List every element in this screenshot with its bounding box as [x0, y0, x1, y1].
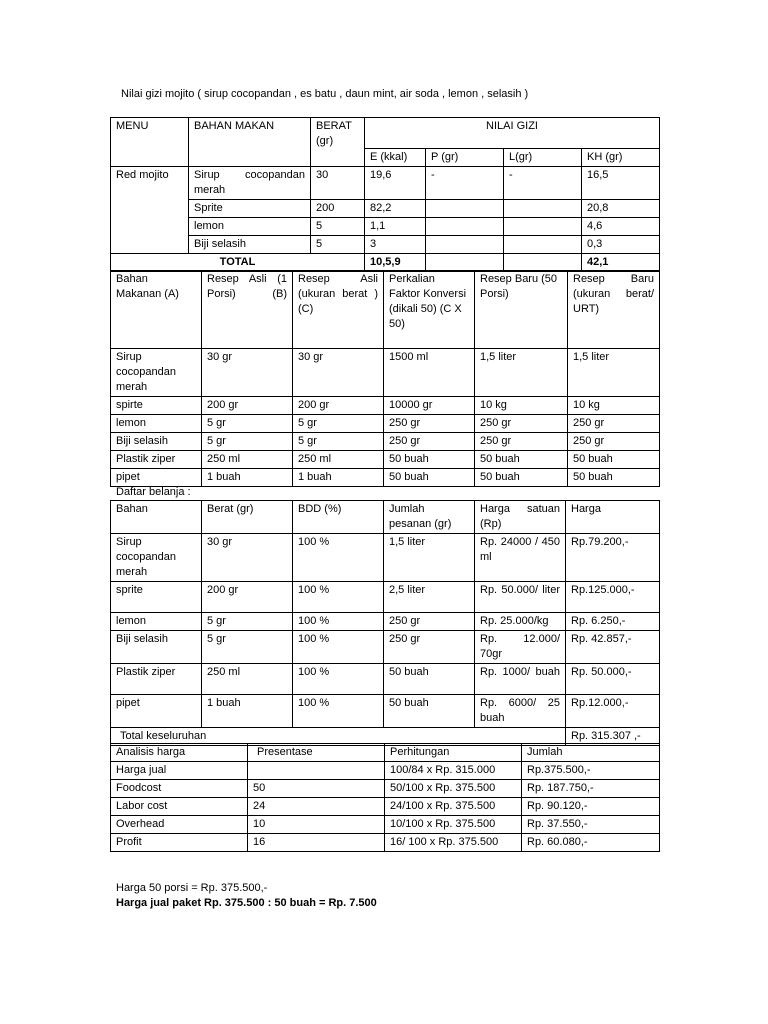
cell-harga-satuan: Rp. 6000/ 25 buah	[475, 695, 566, 728]
header-resep-baru: Resep Baru (50 Porsi)	[475, 271, 568, 349]
cell-jumlah: Rp. 90.120,-	[522, 798, 660, 816]
header-protein: P (gr)	[426, 149, 504, 167]
cell-protein	[426, 236, 504, 254]
cell-bahan: pipet	[111, 695, 202, 728]
table-row	[111, 798, 660, 816]
cell-resep-baru-ukuran: 10 kg	[568, 397, 660, 415]
table-row	[111, 200, 660, 218]
cell-jumlah: Rp. 187.750,-	[522, 780, 660, 798]
cell-analisis: Profit	[111, 834, 248, 852]
cell-resep-baru-ukuran: 1,5 liter	[568, 349, 660, 397]
cell-perkalian: 1500 ml	[384, 349, 475, 397]
cell-bahan: Plastik ziper	[111, 451, 202, 469]
header-bahan-makanan: Bahan Makanan (A)	[111, 271, 202, 349]
cell-perhitungan: 24/100 x Rp. 375.500	[385, 798, 522, 816]
cell-bdd: 100 %	[293, 695, 384, 728]
cell-protein: -	[426, 167, 504, 200]
cell-harga: Rp. 42.857,-	[566, 631, 660, 664]
cell-resep-baru: 250 gr	[475, 415, 568, 433]
table-row	[111, 433, 660, 451]
header-resep-asli: Resep Asli (1 Porsi) (B)	[202, 271, 293, 349]
menu-name: Red mojito	[111, 167, 189, 254]
cell-perkalian: 250 gr	[384, 433, 475, 451]
header-analisis: Analisis harga	[111, 744, 248, 762]
cell-resep-baru: 50 buah	[475, 451, 568, 469]
header-bahan: Bahan	[111, 501, 202, 534]
cell-lemak	[504, 200, 582, 218]
cell-bahan: Biji selasih	[111, 433, 202, 451]
analysis-table	[110, 743, 660, 852]
cell-jumlah: 250 gr	[384, 613, 475, 631]
cell-analisis: Harga jual	[111, 762, 248, 780]
cell-resep-baru-ukuran: 250 gr	[568, 433, 660, 451]
cell-karbohidrat: 16,5	[582, 167, 660, 200]
shopping-table	[110, 500, 660, 746]
total-row	[111, 254, 660, 272]
header-harga: Harga	[566, 501, 660, 534]
cell-lemak: -	[504, 167, 582, 200]
nutrition-table	[110, 117, 660, 272]
cell-bahan: Biji selasih	[111, 631, 202, 664]
cell-perkalian: 10000 gr	[384, 397, 475, 415]
shopping-list-label: Daftar belanja :	[116, 486, 191, 498]
cell-berat: 250 ml	[202, 664, 293, 695]
cell-perkalian: 50 buah	[384, 451, 475, 469]
cell-resep-asli: 5 gr	[202, 433, 293, 451]
cell-harga: Rp.125.000,-	[566, 582, 660, 613]
total-label: TOTAL	[111, 254, 365, 272]
cell-perhitungan: 50/100 x Rp. 375.500	[385, 780, 522, 798]
cell-resep-asli-ukuran: 30 gr	[293, 349, 384, 397]
cell-protein	[426, 218, 504, 236]
cell-bahan: Sirup cocopandan merah	[189, 167, 311, 200]
cell-harga-satuan: Rp. 12.000/ 70gr	[475, 631, 566, 664]
cell-bahan: Sirup cocopandan merah	[111, 534, 202, 582]
cell-energi: 82,2	[365, 200, 426, 218]
cell-bahan: lemon	[111, 613, 202, 631]
cell-berat: 5	[311, 236, 365, 254]
cell-harga: Rp.79.200,-	[566, 534, 660, 582]
table-row	[111, 534, 660, 582]
cell-resep-asli-ukuran: 5 gr	[293, 415, 384, 433]
table-row	[111, 451, 660, 469]
cell-karbohidrat: 0,3	[582, 236, 660, 254]
cell-bahan: Plastik ziper	[111, 664, 202, 695]
cell-lemak	[504, 218, 582, 236]
cell-protein	[426, 200, 504, 218]
header-bdd: BDD (%)	[293, 501, 384, 534]
cell-resep-asli-ukuran: 200 gr	[293, 397, 384, 415]
cell-bahan: pipet	[111, 469, 202, 487]
cell-karbohidrat: 20,8	[582, 200, 660, 218]
cell-resep-baru: 250 gr	[475, 433, 568, 451]
cell-bahan: lemon	[189, 218, 311, 236]
table-row	[111, 167, 660, 200]
header-perhitungan: Perhitungan	[385, 744, 522, 762]
cell-resep-baru-ukuran: 50 buah	[568, 451, 660, 469]
header-resep-baru-ukuran: Resep Baru (ukuran berat/ URT)	[568, 271, 660, 349]
cell-berat: 5 gr	[202, 631, 293, 664]
header-berat: BERAT (gr)	[311, 118, 365, 167]
harga-50-porsi-text: Harga 50 porsi = Rp. 375.500,-	[116, 882, 268, 894]
cell-jumlah: Rp. 60.080,-	[522, 834, 660, 852]
cell-harga: Rp.12.000,-	[566, 695, 660, 728]
page-title: Nilai gizi mojito ( sirup cocopandan , es batu , daun mint, air soda , lemon , selasih )	[121, 88, 529, 100]
cell-bahan: Sirup cocopandan merah	[111, 349, 202, 397]
cell-resep-asli: 1 buah	[202, 469, 293, 487]
cell-energi: 19,6	[365, 167, 426, 200]
cell-resep-asli: 250 ml	[202, 451, 293, 469]
cell-bdd: 100 %	[293, 534, 384, 582]
header-resep-asli-ukuran: Resep Asli (ukuran berat )(C)	[293, 271, 384, 349]
total-protein	[426, 254, 504, 272]
cell-resep-asli: 200 gr	[202, 397, 293, 415]
cell-bahan: spirte	[111, 397, 202, 415]
cell-jumlah: 50 buah	[384, 664, 475, 695]
header-lemak: L(gr)	[504, 149, 582, 167]
total-energi: 10,5,9	[365, 254, 426, 272]
cell-harga-satuan: Rp. 1000/ buah	[475, 664, 566, 695]
cell-bdd: 100 %	[293, 613, 384, 631]
header-presentase: Presentase	[248, 744, 385, 762]
table-row	[111, 613, 660, 631]
table-row	[111, 236, 660, 254]
cell-perkalian: 250 gr	[384, 415, 475, 433]
table-row	[111, 834, 660, 852]
cell-bdd: 100 %	[293, 582, 384, 613]
cell-berat: 30 gr	[202, 534, 293, 582]
cell-jumlah: 2,5 liter	[384, 582, 475, 613]
cell-bahan: Sprite	[189, 200, 311, 218]
cell-harga: Rp. 50.000,-	[566, 664, 660, 695]
header-berat: Berat (gr)	[202, 501, 293, 534]
cell-jumlah: Rp. 37.550,-	[522, 816, 660, 834]
cell-jumlah: 1,5 liter	[384, 534, 475, 582]
cell-resep-asli-ukuran: 5 gr	[293, 433, 384, 451]
header-nilai-gizi: NILAI GIZI	[365, 118, 660, 149]
cell-resep-asli-ukuran: 1 buah	[293, 469, 384, 487]
header-harga-satuan: Harga satuan (Rp)	[475, 501, 566, 534]
total-value: Rp. 315.307 ,-	[566, 728, 660, 746]
cell-lemak	[504, 236, 582, 254]
cell-resep-asli: 30 gr	[202, 349, 293, 397]
cell-resep-asli: 5 gr	[202, 415, 293, 433]
table-row	[111, 816, 660, 834]
cell-resep-asli-ukuran: 250 ml	[293, 451, 384, 469]
cell-analisis: Overhead	[111, 816, 248, 834]
header-karbohidrat: KH (gr)	[582, 149, 660, 167]
header-energi: E (kkal)	[365, 149, 426, 167]
cell-presentase: 16	[248, 834, 385, 852]
cell-presentase: 24	[248, 798, 385, 816]
cell-resep-baru: 50 buah	[475, 469, 568, 487]
cell-bahan: lemon	[111, 415, 202, 433]
cell-berat: 200	[311, 200, 365, 218]
header-menu: MENU	[111, 118, 189, 167]
cell-resep-baru-ukuran: 250 gr	[568, 415, 660, 433]
table-row	[111, 780, 660, 798]
cell-perhitungan: 100/84 x Rp. 315.000	[385, 762, 522, 780]
table-row	[111, 397, 660, 415]
table-row	[111, 664, 660, 695]
table-row	[111, 469, 660, 487]
cell-presentase: 50	[248, 780, 385, 798]
cell-berat: 5	[311, 218, 365, 236]
cell-perhitungan: 16/ 100 x Rp. 375.500	[385, 834, 522, 852]
cell-harga-satuan: Rp. 25.000/kg	[475, 613, 566, 631]
cell-bahan: Biji selasih	[189, 236, 311, 254]
total-karbohidrat: 42,1	[582, 254, 660, 272]
cell-berat: 5 gr	[202, 613, 293, 631]
cell-bdd: 100 %	[293, 631, 384, 664]
table-row	[111, 349, 660, 397]
header-jumlah-pesanan: Jumlah pesanan (gr)	[384, 501, 475, 534]
table-row	[111, 631, 660, 664]
cell-resep-baru: 10 kg	[475, 397, 568, 415]
total-lemak	[504, 254, 582, 272]
cell-berat: 200 gr	[202, 582, 293, 613]
cell-berat: 30	[311, 167, 365, 200]
header-perkalian: Perkalian Faktor Konversi (dikali 50) (C X 50)	[384, 271, 475, 349]
cell-analisis: Labor cost	[111, 798, 248, 816]
cell-karbohidrat: 4,6	[582, 218, 660, 236]
cell-harga: Rp. 6.250,-	[566, 613, 660, 631]
recipe-table	[110, 270, 660, 487]
cell-energi: 1,1	[365, 218, 426, 236]
table-row	[111, 218, 660, 236]
cell-perkalian: 50 buah	[384, 469, 475, 487]
total-label: Total keseluruhan	[111, 728, 566, 746]
cell-harga-satuan: Rp. 24000 / 450 ml	[475, 534, 566, 582]
table-row	[111, 762, 660, 780]
header-jumlah: Jumlah	[522, 744, 660, 762]
cell-jumlah: 50 buah	[384, 695, 475, 728]
harga-jual-paket-text: Harga jual paket Rp. 375.500 : 50 buah = Rp. 7.500	[116, 897, 377, 909]
table-row	[111, 695, 660, 728]
cell-harga-satuan: Rp. 50.000/ liter	[475, 582, 566, 613]
cell-resep-baru-ukuran: 50 buah	[568, 469, 660, 487]
table-row	[111, 415, 660, 433]
cell-perhitungan: 10/100 x Rp. 375.500	[385, 816, 522, 834]
table-row	[111, 582, 660, 613]
cell-presentase: 10	[248, 816, 385, 834]
cell-bdd: 100 %	[293, 664, 384, 695]
cell-energi: 3	[365, 236, 426, 254]
cell-bahan: sprite	[111, 582, 202, 613]
header-bahan-makan: BAHAN MAKAN	[189, 118, 311, 167]
cell-analisis: Foodcost	[111, 780, 248, 798]
cell-resep-baru: 1,5 liter	[475, 349, 568, 397]
cell-jumlah: Rp.375.500,-	[522, 762, 660, 780]
cell-jumlah: 250 gr	[384, 631, 475, 664]
cell-berat: 1 buah	[202, 695, 293, 728]
cell-presentase	[248, 762, 385, 780]
